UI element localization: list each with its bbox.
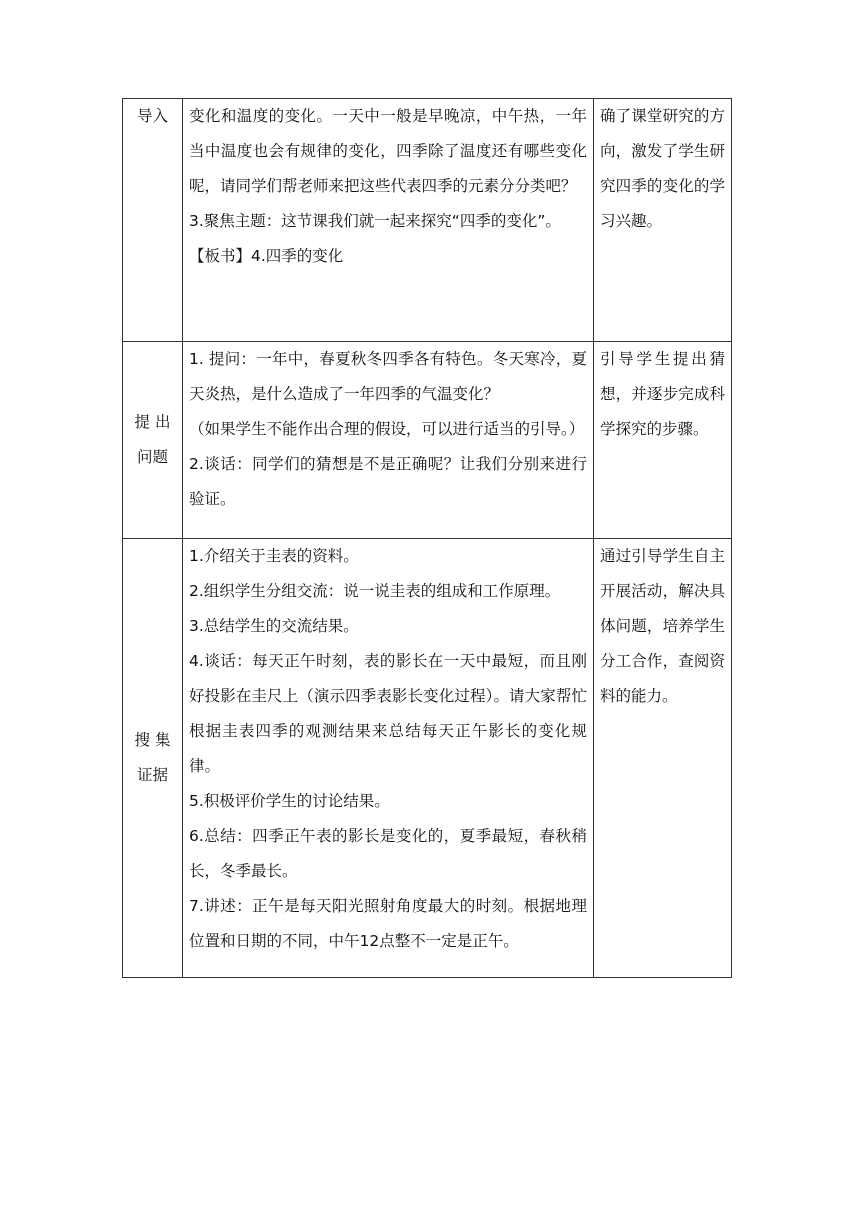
note-cell-intro xyxy=(594,99,732,342)
content-paragraph: 2.谈话：同学们的猜想是不是正确呢？让我们分别来进行验证。 xyxy=(189,455,587,508)
table-row-evidence xyxy=(123,539,732,978)
stage-label: 导入 xyxy=(136,107,168,125)
stage-cell-intro xyxy=(123,99,183,342)
stage-cell-question xyxy=(123,342,183,539)
stage-label: 提 出 xyxy=(134,413,171,431)
note-cell-evidence xyxy=(594,539,732,978)
content-paragraph: 4.谈话：每天正午时刻，表的影长在一天中最短，而且刚好投影在圭尺上（演示四季表影长变化过程）。请大家帮忙根据圭表四季的观测结果来总结每天正午影长的变化规律。 xyxy=(189,652,587,775)
content-paragraph: 3.聚焦主题：这节课我们就一起来探究“四季的变化”。 xyxy=(189,212,561,230)
stage-cell-evidence xyxy=(123,539,183,978)
stage-label: 证据 xyxy=(136,766,168,784)
content-cell-question xyxy=(183,342,594,539)
note-text: 确了课堂研究的方向，激发了学生研究四季的变化的学习兴趣。 xyxy=(600,107,725,230)
content-cell-intro xyxy=(183,99,594,342)
content-paragraph: 变化和温度的变化。一天中一般是早晚凉，中午热，一年当中温度也会有规律的变化，四季除了温度还有哪些变化呢，请同学们帮老师来把这些代表四季的元素分分类吧？ xyxy=(189,107,587,195)
note-text: 通过引导学生自主开展活动，解决具体问题，培养学生分工合作，查阅资料的能力。 xyxy=(600,547,725,705)
content-paragraph: 3.总结学生的交流结果。 xyxy=(189,617,359,635)
content-paragraph: 【板书】4.四季的变化 xyxy=(189,247,344,265)
content-paragraph: 5.积极评价学生的讨论结果。 xyxy=(189,792,390,810)
note-text: 引导学生提出猜想，并逐步完成科学探究的步骤。 xyxy=(600,350,725,438)
table-row-intro xyxy=(123,99,732,342)
lesson-plan-table xyxy=(122,98,732,978)
table-row-question xyxy=(123,342,732,539)
stage-label: 问题 xyxy=(136,448,168,466)
content-paragraph: 1.介绍关于圭表的资料。 xyxy=(189,547,359,565)
content-paragraph: （如果学生不能作出合理的假设，可以进行适当的引导。） xyxy=(189,420,585,438)
stage-label: 搜 集 xyxy=(134,731,171,749)
content-cell-evidence xyxy=(183,539,594,978)
content-paragraph: 7.讲述：正午是每天阳光照射角度最大的时刻。根据地理位置和日期的不同，中午12点整不一定是正午。 xyxy=(189,897,587,950)
content-paragraph: 6.总结：四季正午表的影长是变化的，夏季最短，春秋稍长，冬季最长。 xyxy=(189,827,587,880)
content-paragraph: 1. 提问：一年中，春夏秋冬四季各有特色。冬天寒冷，夏天炎热，是什么造成了一年四季的气温变化？ xyxy=(189,350,587,403)
note-cell-question xyxy=(594,342,732,539)
content-paragraph: 2.组织学生分组交流：说一说圭表的组成和工作原理。 xyxy=(189,582,561,600)
